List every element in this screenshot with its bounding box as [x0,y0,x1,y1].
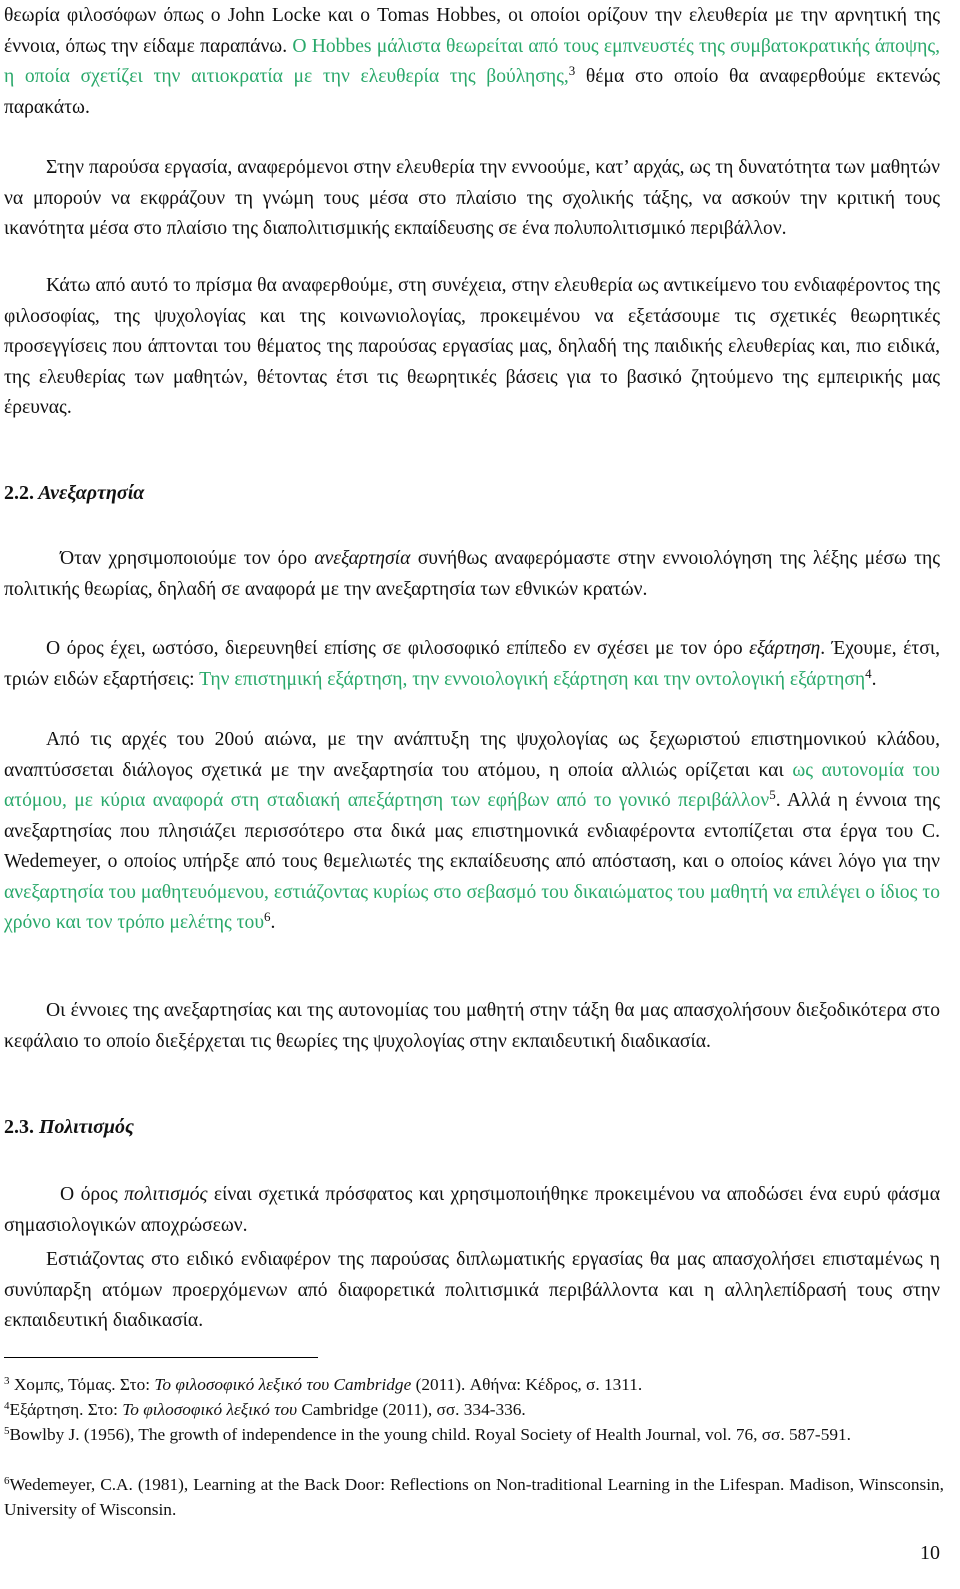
italic-title: Το φιλοσοφικό λεξικό του Cambridge [154,1375,412,1394]
paragraph-culture-focus: Εστιάζοντας στο ειδικό ενδιαφέρον της παρούσας διπλωματικής εργασίας θα μας απασχολήσει επισταμένως η συνύπαρξη ατόμων προερχόμενων από διαφορετικά πολιτισμικά περιβάλλοντα και η αλληλεπίδρασή τους στην εκπαιδευτική διαδικασία. [4,1249,940,1331]
highlighted-text: ανεξαρτησία του μαθητευόμενου, εστιάζοντας κυρίως στο σεβασμό του δικαιώματος του μαθητή να επιλέγει ο ίδιος το χρόνο και τον τρόπο μελέτης του [4,881,940,933]
text-run: συνήθως αναφερόμαστε στην εννοιολόγηση της λέξης μέσω της πολιτικής θεωρίας, δηλαδή σε αναφορά με την ανεξαρτησία των εθνικών κρατών. [4,548,940,600]
text-run: Χομπς, Τόμας. Στο: [9,1375,155,1394]
footnote-3 [4,1372,944,1397]
highlighted-text: Την επιστημική εξάρτηση, την εννοιολογική εξάρτηση και την οντολογική εξάρτηση [199,668,866,690]
text-run: (2011). Αθήνα: Κέδρος, σ. 1311. [411,1375,643,1394]
text-run: . Έχουμε, έτσι, τριών ειδών εξαρτήσεις: [4,638,940,690]
text-run: θέμα στο οποίο θα αναφερθούμε εκτενώς παρακάτω. [4,66,940,118]
footnote-ref-6[interactable]: 6 [264,908,271,924]
page-number: 10 [920,1542,940,1564]
paragraph-independence-psychology [4,725,940,939]
footnote-ref-3[interactable]: 3 [568,62,576,78]
footnote-6 [4,1472,944,1522]
text-run: . [871,668,877,690]
footnote-5 [4,1422,944,1447]
text-run: . Αλλά η έννοια της ανεξαρτησίας που πλησιάζει περισσότερο στα δικά μας επιστημονικά ενδιαφέροντα εντοπίζεται στα έργα του C. Wedemeyer, ο οποίος υπήρξε από τους θεμελιωτές της εκπαίδευσης από απόσταση, και ο οποίος κάνει λόγο για την [4,790,940,872]
highlighted-text: Ο Hobbes μάλιστα θεωρείται από τους εμπνευστές της συμβατοκρατικής άποψης, η οποία σχετίζει την αιτιοκρατία με την ελευθερία της βούλησης, [4,35,941,87]
text-run: Εξάρτηση. Στο: [9,1400,123,1419]
italic-term: εξάρτηση [749,638,821,659]
text-run: Cambridge (2011), σσ. 334-336. [297,1400,526,1419]
text-run: Bowlby J. (1956), The growth of independence in the young child. Royal Society of Health Journal, vol. 76, σσ. 587-591. [9,1425,851,1444]
paragraph-independence-term [4,544,940,605]
text-run: . [270,912,276,933]
footnote-ref-4[interactable]: 4 [865,665,872,681]
text-run: Όταν χρησιμοποιούμε τον όρο [60,548,315,569]
paragraph-intro [4,1,940,123]
text-run: Wedemeyer, C.A. (1981), Learning at the Back Door: Reflections on Non-traditional Learning in the Lifespan. Madison, Winsconsin, University of Wisconsin. [4,1475,944,1519]
italic-title: Το φιλοσοφικό λεξικό του [122,1400,298,1419]
section-heading-2-2 [4,478,144,508]
paragraph-autonomy: Οι έννοιες της ανεξαρτησίας και της αυτονομίας του μαθητή στην τάξη θα μας απασχολήσουν διεξοδικότερα στο κεφάλαιο το οποίο διεξέρχεται τις θεωρίες της ψυχολογίας στην εκπαιδευτική διαδικασία. [4,1000,940,1052]
paragraph-freedom-prism: Κάτω από αυτό το πρίσμα θα αναφερθούμε, στη συνέχεια, στην ελευθερία ως αντικείμενο του ενδιαφέροντος της φιλοσοφίας, της ψυχολογίας και της κοινωνιολογίας, προκειμένου να εξετάσουμε τις σχετικές θεωρητικές προσεγγίσεις που άπτονται του θέματος της παρούσας εργασίας μας, δηλαδή της παιδικής ελευθερίας και, πιο ειδικά, της ελευθερίας των μαθητών, θέτοντας έτσι τις θεωρητικές βάσεις για το βασικό ζητούμενο της εμπειρικής μας έρευνας. [4,275,940,418]
italic-term: ανεξαρτησία [314,548,411,569]
footnote-number: 5 [4,1424,10,1437]
paragraph-freedom-definition: Στην παρούσα εργασία, αναφερόμενοι στην ελευθερία την εννοούμε, κατ’ αρχάς, ως τη δυνατότητα των μαθητών να μπορούν να εκφράζουν τη γνώμη τους μέσα στο πλαίσιο της σχολικής τάξης, να ασκούν την κριτική τους ικανότητα μέσα στο πλαίσιο της διαπολιτισμικής εκπαίδευσης σε ένα πολυπολιτισμικό περιβάλλον. [4,157,940,239]
text-run: Ο όρος έχει, ωστόσο, διερευνηθεί επίσης σε φιλοσοφικό επίπεδο εν σχέσει με τον όρο [46,638,750,659]
italic-term: πολιτισμός [124,1184,208,1205]
text-run: Από τις αρχές του 20ού αιώνα, με την ανάπτυξη της ψυχολογίας ως ξεχωριστού επιστημονικού κλάδου, αναπτύσσεται διάλογος σχετικά με την ανεξαρτησία του ατόμου, η οποία αλλιώς ορίζεται και [4,729,940,781]
text-run: θεωρία φιλοσόφων όπως ο John Locke και ο Tomas Hobbes, οι οποίοι ορίζουν την ελευθερία με την αρνητική της έννοια, όπως την είδαμε παραπάνω. [4,5,940,57]
section-heading-2-3 [4,1112,134,1142]
text-run: Ο όρος [60,1184,125,1205]
paragraph-dependence-types [4,634,940,695]
footnote-number: 3 [4,1374,10,1387]
highlighted-text: ως αυτονομία του ατόμου, με κύρια αναφορά στη σταδιακή απεξάρτηση των εφήβων από το γονικό περιβάλλον [4,759,940,811]
footnote-number: 4 [4,1399,10,1412]
text-run: είναι σχετικά πρόσφατος και χρησιμοποιήθηκε προκειμένου να αποδώσει ένα ευρύ φάσμα σημασιολογικών αποχρώσεων. [4,1184,940,1236]
section-number: 2.2. [4,482,34,504]
footnote-number: 6 [4,1474,10,1487]
section-number: 2.3. [4,1116,34,1138]
footnote-4 [4,1397,944,1422]
section-title: Πολιτισμός [39,1116,134,1138]
section-title: Ανεξαρτησία [38,482,145,504]
paragraph-culture-term [4,1180,940,1241]
footnote-ref-5[interactable]: 5 [769,786,776,802]
footnote-separator [4,1357,318,1358]
